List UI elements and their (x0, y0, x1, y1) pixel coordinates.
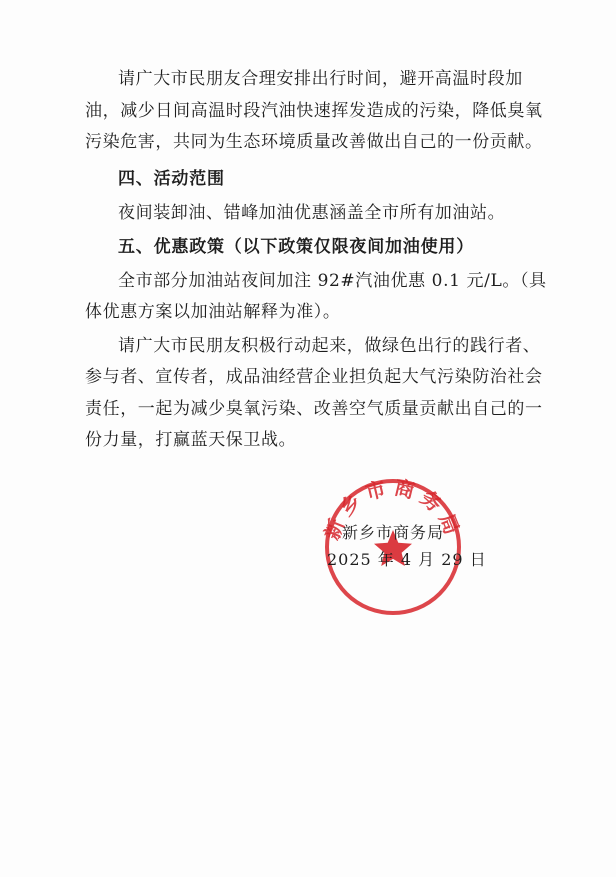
final-paragraph-line-1: 请广大市民朋友积极行动起来，做绿色出行的践行者、 (118, 336, 541, 356)
final-paragraph-line-4: 份力量，打赢蓝天保卫战。 (85, 430, 297, 450)
paragraph-1-line-1: 请广大市民朋友合理安排出行时间，避开高温时段加 (118, 69, 523, 89)
signature-date: 2025 年 4 月 29 日 (327, 550, 487, 569)
paragraph-1-line-3: 污染危害，共同为生态环境质量改善做出自己的一份贡献。 (85, 132, 543, 152)
section-5-body-line-1: 全市部分加油站夜间加注 92#汽油优惠 0.1 元/L。（具 (118, 271, 547, 291)
seal-text: 新乡市商务局 (319, 475, 467, 544)
paragraph-1-line-2: 油，减少日间高温时段汽油快速挥发造成的污染，降低臭氧 (85, 101, 543, 121)
section-4-heading: 四、活动范围 (118, 169, 225, 189)
final-paragraph-line-3: 责任，一起为减少臭氧污染、改善空气质量贡献出自己的一 (85, 399, 543, 419)
final-paragraph-line-2: 参与者、宣传者，成品油经营企业担负起大气污染防治社会 (85, 367, 543, 387)
section-5-body-line-2: 体优惠方案以加油站解释为准）。 (85, 302, 341, 322)
section-4-body: 夜间装卸油、错峰加油优惠涵盖全市所有加油站。 (118, 203, 506, 223)
section-5-heading: 五、优惠政策（以下政策仅限夜间加油使用） (118, 237, 474, 257)
signature-organization: 新乡市商务局 (342, 523, 445, 542)
